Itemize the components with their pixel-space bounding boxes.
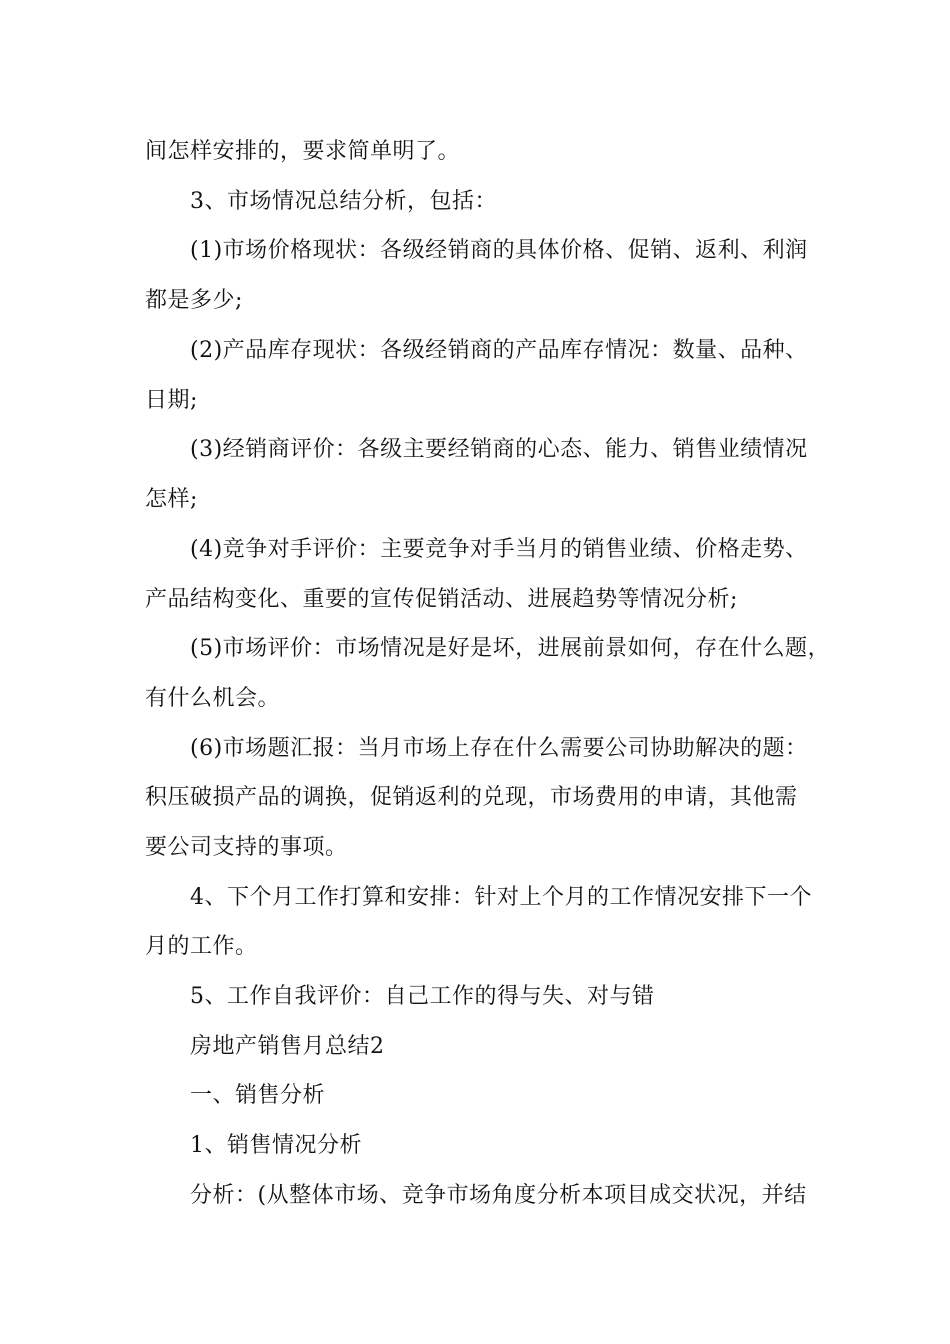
text-line: (4)竞争对手评价：主要竞争对手当月的销售业绩、价格走势、 [190,537,808,562]
text-line: 月的工作。 [145,934,258,959]
text-line: 间怎样安排的，要求简单明了。 [145,139,461,164]
section-heading: 房地产销售月总结2 [190,1034,385,1059]
subsection-heading: 1、销售情况分析 [190,1133,362,1158]
text-line: 分析：(从整体市场、竞争市场角度分析本项目成交状况，并结 [190,1183,807,1208]
text-line: 怎样; [145,487,198,512]
text-line: 3、市场情况总结分析，包括： [190,189,497,214]
text-line: 都是多少; [145,288,243,313]
text-line: 要公司支持的事项。 [145,835,348,860]
text-line: (6)市场题汇报：当月市场上存在什么需要公司协助解决的题： [190,736,808,761]
text-line: 日期; [145,388,198,413]
section-heading: 一、销售分析 [190,1083,326,1108]
text-line: (1)市场价格现状：各级经销商的具体价格、促销、返利、利润 [190,238,808,263]
text-line: 4、下个月工作打算和安排：针对上个月的工作情况安排下一个 [190,885,812,910]
text-line: (3)经销商评价：各级主要经销商的心态、能力、销售业绩情况 [190,437,808,462]
text-line: (5)市场评价：市场情况是好是坏，进展前景如何，存在什么题， [190,636,831,661]
text-line: 积压破损产品的调换，促销返利的兑现，市场费用的申请，其他需 [145,785,798,810]
text-line: 有什么机会。 [145,686,281,711]
text-line: (2)产品库存现状：各级经销商的产品库存情况：数量、品种、 [190,338,808,363]
text-line: 5、工作自我评价：自己工作的得与失、对与错 [190,984,655,1009]
text-line: 产品结构变化、重要的宣传促销活动、进展趋势等情况分析; [145,587,738,612]
